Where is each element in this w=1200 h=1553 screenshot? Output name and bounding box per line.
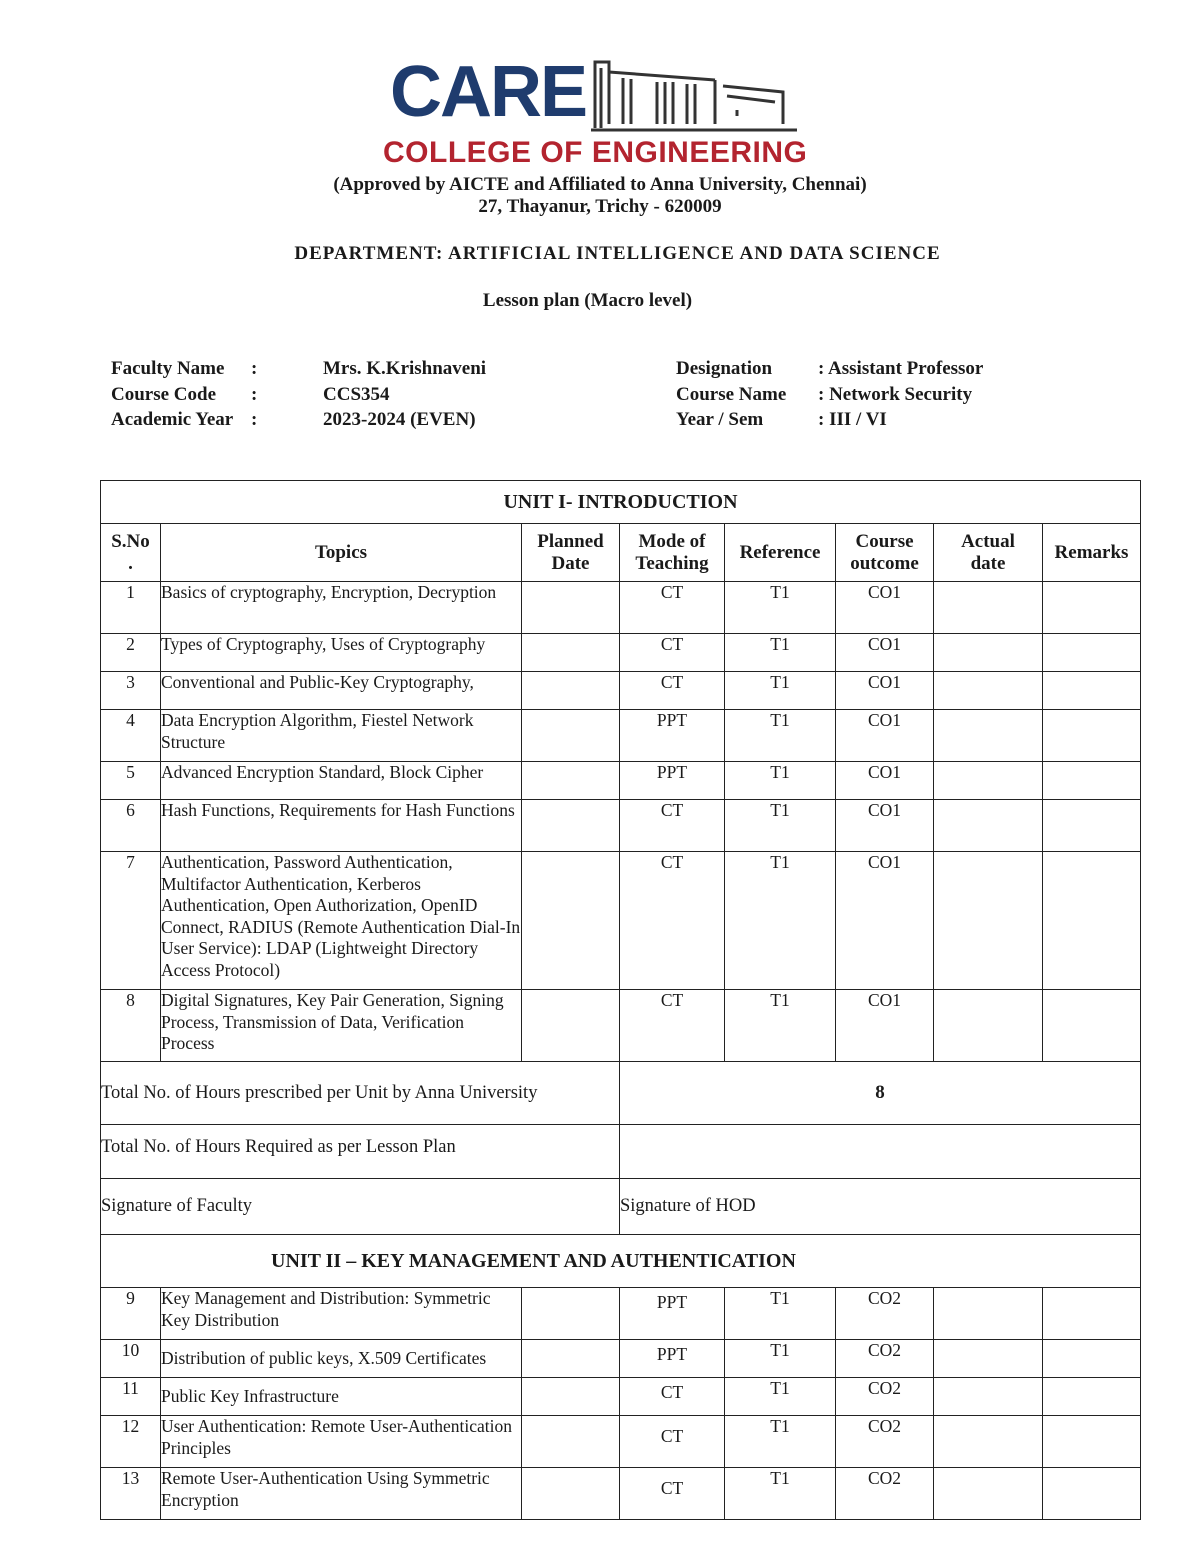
row-course-outcome: CO2: [836, 1288, 934, 1340]
row-reference: T1: [725, 1416, 836, 1468]
col-mode: [620, 524, 725, 582]
row-mode: PPT: [620, 1340, 725, 1378]
table-row: [101, 710, 1141, 762]
row-course-outcome: CO1: [836, 710, 934, 762]
hours-required-row: [101, 1125, 1141, 1179]
table-row: [101, 1340, 1141, 1378]
designation-label: Designation: [676, 358, 773, 379]
course-code-value: CCS354: [323, 383, 390, 405]
row-mode: CT: [620, 1468, 725, 1520]
academic-year-colon: :: [251, 409, 258, 430]
year-sem-label: Year / Sem: [676, 409, 764, 430]
course-code-colon: :: [251, 383, 258, 405]
row-actual-date: [934, 800, 1043, 852]
signature-faculty: Signature of Faculty: [101, 1179, 620, 1235]
row-actual-date: [934, 672, 1043, 710]
letterhead: [0, 52, 1200, 218]
row-actual-date: [934, 1416, 1043, 1468]
department-title: DEPARTMENT: ARTIFICIAL INTELLIGENCE AND DATA SCIENCE: [294, 243, 941, 264]
hours-required-value: [620, 1125, 1141, 1179]
row-course-outcome: CO1: [836, 582, 934, 634]
col-reference: Reference: [725, 524, 836, 582]
row-reference: T1: [725, 634, 836, 672]
row-reference: T1: [725, 800, 836, 852]
row-course-outcome: CO1: [836, 762, 934, 800]
row-sno: 6: [101, 800, 161, 852]
col-actual-label-1: Actual: [961, 530, 1015, 552]
row-reference: T1: [725, 672, 836, 710]
row-reference: T1: [725, 1340, 836, 1378]
unit2-header-row: [101, 1235, 1141, 1288]
row-reference: T1: [725, 1468, 836, 1520]
table-row: [101, 990, 1141, 1062]
row-actual-date: [934, 582, 1043, 634]
row-actual-date: [934, 852, 1043, 990]
table-row: [101, 672, 1141, 710]
table-row: [101, 1288, 1141, 1340]
row-actual-date: [934, 1340, 1043, 1378]
row-remarks: [1043, 1340, 1141, 1378]
row-reference: T1: [725, 990, 836, 1062]
hours-prescribed-value: 8: [620, 1062, 1141, 1125]
hours-required-label: Total No. of Hours Required as per Lesson Plan: [101, 1125, 620, 1179]
row-topic: Authentication, Password Authentication, Multifactor Authentication, Kerberos Authentication, Open Authorization, OpenID Connect, RADIUS (Remote Authentication Dial-In User Service): LDAP (Lightweight Directory Access Protocol): [161, 852, 522, 990]
course-name-value: : Network Security: [818, 383, 973, 405]
row-mode: PPT: [620, 710, 725, 762]
unit1-title: UNIT I- INTRODUCTION: [101, 481, 1141, 524]
row-sno: 3: [101, 672, 161, 710]
col-topics: Topics: [161, 524, 522, 582]
row-course-outcome: CO1: [836, 800, 934, 852]
row-planned-date: [522, 1340, 620, 1378]
col-outcome-label-2: outcome: [850, 552, 919, 574]
table-row: [101, 634, 1141, 672]
faculty-value: Mrs. K.Krishnaveni: [323, 358, 487, 379]
col-sno: [101, 524, 161, 582]
lesson-plan-title: Lesson plan (Macro level): [482, 290, 693, 311]
row-topic: Public Key Infrastructure: [161, 1378, 522, 1416]
logo-building-icon: [587, 58, 802, 133]
row-sno: 1: [101, 582, 161, 634]
row-remarks: [1043, 672, 1141, 710]
designation-value: : Assistant Professor: [818, 358, 984, 379]
table-row: [101, 1416, 1141, 1468]
row-mode: CT: [620, 672, 725, 710]
row-actual-date: [934, 990, 1043, 1062]
col-actual-date: [934, 524, 1043, 582]
row-planned-date: [522, 762, 620, 800]
row-mode: PPT: [620, 762, 725, 800]
row-planned-date: [522, 1416, 620, 1468]
row-topic: Distribution of public keys, X.509 Certificates: [161, 1340, 522, 1378]
col-course-outcome: [836, 524, 934, 582]
row-course-outcome: CO2: [836, 1416, 934, 1468]
col-outcome-label-1: Course: [855, 530, 914, 552]
row-mode: CT: [620, 1378, 725, 1416]
table-row: [101, 800, 1141, 852]
row-course-outcome: CO2: [836, 1378, 934, 1416]
unit2-title: UNIT II – KEY MANAGEMENT AND AUTHENTICATION: [101, 1235, 1141, 1288]
row-sno: 7: [101, 852, 161, 990]
row-planned-date: [522, 852, 620, 990]
year-sem-value: : III / VI: [818, 409, 887, 430]
row-reference: T1: [725, 1288, 836, 1340]
table-row: [101, 762, 1141, 800]
row-topic: User Authentication: Remote User-Authentication Principles: [161, 1416, 522, 1468]
row-remarks: [1043, 582, 1141, 634]
faculty-label: Faculty Name: [111, 358, 225, 379]
row-sno: 12: [101, 1416, 161, 1468]
designation-row: [676, 356, 983, 382]
row-remarks: [1043, 710, 1141, 762]
row-reference: T1: [725, 1378, 836, 1416]
table-row: [101, 582, 1141, 634]
row-actual-date: [934, 762, 1043, 800]
row-sno: 13: [101, 1468, 161, 1520]
row-planned-date: [522, 1378, 620, 1416]
row-remarks: [1043, 1288, 1141, 1340]
course-info-right: [676, 356, 983, 433]
row-reference: T1: [725, 852, 836, 990]
row-topic: Types of Cryptography, Uses of Cryptography: [161, 634, 522, 672]
row-sno: 10: [101, 1340, 161, 1378]
col-planned-date: [522, 524, 620, 582]
row-actual-date: [934, 1378, 1043, 1416]
table-row: [101, 1378, 1141, 1416]
row-course-outcome: CO1: [836, 852, 934, 990]
row-course-outcome: CO1: [836, 634, 934, 672]
row-sno: 8: [101, 990, 161, 1062]
row-mode: CT: [620, 1416, 725, 1468]
academic-year-value: 2023-2024 (EVEN): [323, 409, 476, 430]
row-actual-date: [934, 1288, 1043, 1340]
row-planned-date: [522, 1288, 620, 1340]
faculty-colon: :: [251, 358, 258, 379]
row-reference: T1: [725, 710, 836, 762]
row-actual-date: [934, 1468, 1043, 1520]
row-planned-date: [522, 710, 620, 762]
course-code-row: [111, 382, 486, 408]
lesson-plan-table: [100, 480, 1141, 1520]
row-topic: Remote User-Authentication Using Symmetric Encryption: [161, 1468, 522, 1520]
row-actual-date: [934, 710, 1043, 762]
col-planned-label-2: Date: [551, 552, 590, 574]
col-mode-label-2: Teaching: [635, 552, 709, 574]
row-mode: CT: [620, 582, 725, 634]
row-remarks: [1043, 1416, 1141, 1468]
year-sem-row: [676, 407, 983, 433]
unit1-header-row: [101, 481, 1141, 524]
row-topic: Digital Signatures, Key Pair Generation, Signing Process, Transmission of Data, Verification Process: [161, 990, 522, 1062]
row-mode: CT: [620, 852, 725, 990]
row-course-outcome: CO1: [836, 990, 934, 1062]
row-planned-date: [522, 990, 620, 1062]
academic-year-row: [111, 407, 486, 433]
col-actual-label-2: date: [970, 552, 1006, 574]
row-reference: T1: [725, 582, 836, 634]
row-remarks: [1043, 634, 1141, 672]
row-sno: 11: [101, 1378, 161, 1416]
logo-care-text: CARE: [390, 52, 587, 132]
col-sno-label: S.No: [111, 530, 150, 552]
col-mode-label-1: Mode of: [638, 530, 706, 552]
row-planned-date: [522, 634, 620, 672]
row-planned-date: [522, 582, 620, 634]
row-topic: Advanced Encryption Standard, Block Cipher: [161, 762, 522, 800]
row-mode: PPT: [620, 1288, 725, 1340]
row-sno: 2: [101, 634, 161, 672]
row-course-outcome: CO2: [836, 1468, 934, 1520]
course-code-label: Course Code: [111, 383, 217, 405]
approval-line: (Approved by AICTE and Affiliated to Anna University, Chennai): [333, 174, 867, 195]
row-course-outcome: CO1: [836, 672, 934, 710]
row-topic: Data Encryption Algorithm, Fiestel Network Structure: [161, 710, 522, 762]
college-logo: [383, 52, 810, 169]
course-name-row: [676, 382, 983, 408]
row-sno: 5: [101, 762, 161, 800]
row-mode: CT: [620, 634, 725, 672]
faculty-row: [111, 356, 486, 382]
row-remarks: [1043, 762, 1141, 800]
col-sno-dot: .: [128, 552, 133, 574]
signature-row: [101, 1179, 1141, 1235]
row-remarks: [1043, 1378, 1141, 1416]
row-course-outcome: CO2: [836, 1340, 934, 1378]
row-mode: CT: [620, 800, 725, 852]
row-topic: Key Management and Distribution: Symmetric Key Distribution: [161, 1288, 522, 1340]
hours-prescribed-label: Total No. of Hours prescribed per Unit by Anna University: [101, 1062, 620, 1125]
row-mode: CT: [620, 990, 725, 1062]
row-remarks: [1043, 852, 1141, 990]
logo-college-name: COLLEGE OF ENGINEERING: [383, 136, 808, 169]
address-line: 27, Thayanur, Trichy - 620009: [478, 196, 722, 217]
col-remarks: Remarks: [1043, 524, 1141, 582]
hours-prescribed-row: [101, 1062, 1141, 1125]
academic-year-label: Academic Year: [111, 409, 234, 430]
row-planned-date: [522, 1468, 620, 1520]
row-planned-date: [522, 800, 620, 852]
row-reference: T1: [725, 762, 836, 800]
col-planned-label-1: Planned: [537, 530, 604, 552]
table-row: [101, 852, 1141, 990]
column-header-row: [101, 524, 1141, 582]
table-row: [101, 1468, 1141, 1520]
row-sno: 9: [101, 1288, 161, 1340]
course-info-left: [111, 356, 486, 433]
row-remarks: [1043, 1468, 1141, 1520]
row-sno: 4: [101, 710, 161, 762]
row-topic: Conventional and Public-Key Cryptography,: [161, 672, 522, 710]
row-topic: Basics of cryptography, Encryption, Decryption: [161, 582, 522, 634]
row-remarks: [1043, 800, 1141, 852]
row-actual-date: [934, 634, 1043, 672]
signature-hod: Signature of HOD: [620, 1179, 1141, 1235]
row-remarks: [1043, 990, 1141, 1062]
row-planned-date: [522, 672, 620, 710]
row-topic: Hash Functions, Requirements for Hash Functions: [161, 800, 522, 852]
course-name-label: Course Name: [676, 383, 787, 405]
